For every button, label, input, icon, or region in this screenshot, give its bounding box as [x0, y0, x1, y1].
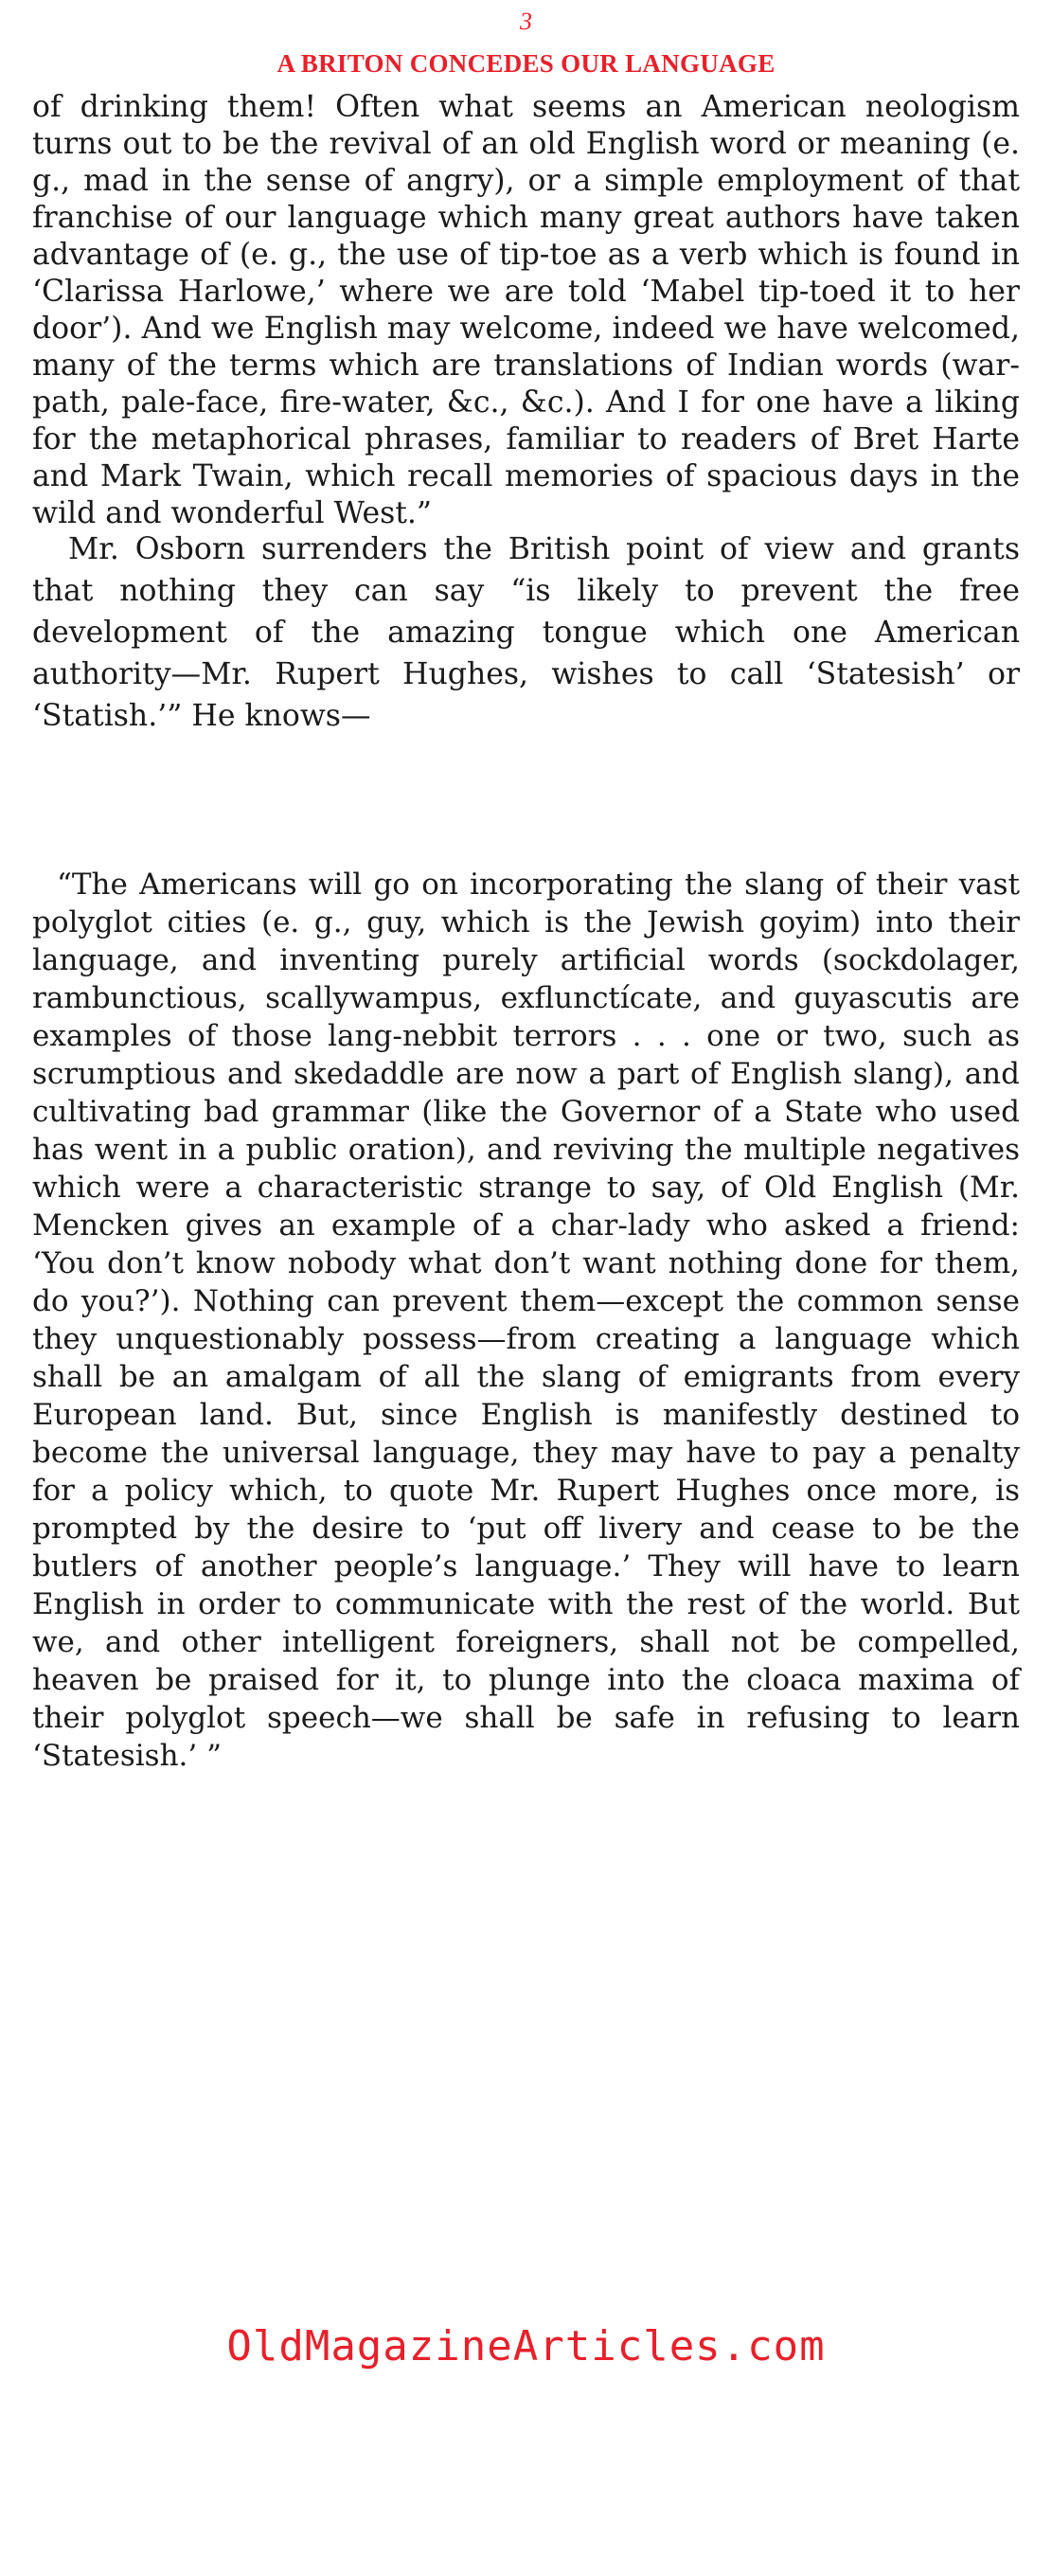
paragraph-text: of drinking them! Often what seems an American neologism turns out to be the revival of an old English word or meaning (e. g., mad in the sense of angry), or a simple employment of that franchise of our language which many great authors have taken advantage of (e. g., the use of tip-toe as a verb which is found in ‘Clarissa Harlowe,’ where we are told ‘Mabel tip-toed it to her door’). And we English may welcome, indeed we have welcomed, many of the terms which are translations of Indian words (war-path, pale-face, fire-water, &c., &c.). And I for one have a liking for the metaphorical phrases, familiar to readers of Bret Harte and Mark Twain, which recall memories of spacious days in the wild and wonderful West.” — [32, 90, 1020, 530]
block-quote — [32, 866, 1020, 1775]
article-paragraph-2 — [32, 528, 1020, 737]
quote-text: “The Americans will go on incorporating the slang of their vast polyglot cities (e. g., guy, which is the Jewish goyim) into their language, and inventing purely artificial words (sockdolager, rambunctious, scallywampus, exflunctícate, and guyascutis are examples of those lang-nebbit terrors . . . one or two, such as scrumptious and skedaddle are now a part of English slang), and cultivating bad grammar (like the Governor of a State who used has went in a public oration), and reviving the multiple negatives which were a characteristic strange to say, of Old English (Mr. Mencken gives an example of a char-lady who asked a friend: ‘You don’t know nobody what don’t want nothing done for them, do you?’). Nothing can prevent them—except the common sense they unquestionably possess—from creating a language which shall be an amalgam of all the slang of emigrants from every European land. But, since English is manifestly destined to become the universal language, they may have to pay a penalty for a policy which, to quote Mr. Rupert Hughes once more, is prompted by the desire to ‘put off livery and cease to be the butlers of another people’s language.’ They will have to learn English in order to communicate with the rest of the world. But we, and other intelligent foreigners, shall not be compelled, heaven be praised for it, to plunge into the cloaca maxima of their polyglot speech—we shall be safe in refusing to learn ‘Statesish.’ ” — [32, 868, 1020, 1773]
article-paragraph-1 — [32, 89, 1020, 532]
page-number: 3 — [520, 8, 532, 35]
site-watermark: OldMagazineArticles.com — [226, 2322, 826, 2370]
paragraph-text: Mr. Osborn surrenders the British point of view and grants that nothing they can say “is likely to prevent the free development of the amazing tongue which one American authority—Mr. Rupert Hughes, wishes to call ‘Statesish’ or ‘Statish.’” He knows— — [32, 532, 1020, 733]
running-title: A BRITON CONCEDES OUR LANGUAGE — [276, 49, 776, 78]
